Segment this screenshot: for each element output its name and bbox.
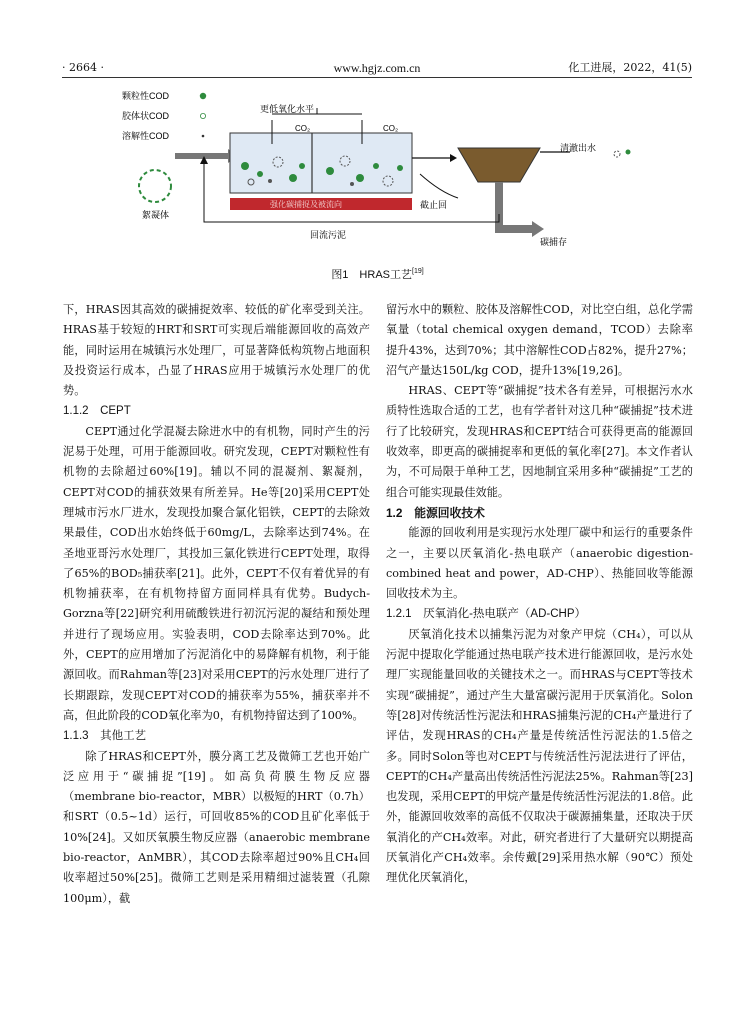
caption-ref[interactable]: [19] (412, 268, 424, 275)
oxidation-level-label: 更低氧化水平 (260, 104, 315, 114)
page-number: · 2664 · (62, 61, 104, 74)
return-sludge-label: 回流污泥 (310, 230, 347, 240)
hras-process-figure (120, 86, 640, 256)
right-paragraph-4: 厌氧消化技术以捕集污泥为对象产甲烷（CH₄），可以从污泥中提取化学能通过热电联产技术进行能源回收，是污水处理厂实现能量回收的关键技术之一。而HRAS与CEPT等技术实现“碳捕捉”，通过产生大量富碳污泥用于厌氧消化。Solon等[28]对传统活性污泥法和HRAS捕集污泥的CH₄产量进行了评估，发现HRAS的CH₄产量是传统活性污泥法的1.5倍之多。同时Solon等也对CEPT与传统活性污泥法进行了评估，CEPT的CH₄产量高出传统活性污泥法25%。Rahman等[23]也发现，采用CEPT的甲烷产量是传统活性污泥法的1.8倍。此外，能源回收效率的高低不仅取决于碳源捕集量，还取决于厌氧消化的产CH₄效率。对此，研究者进行了大量研究以期提高厌氧消化产CH₄效率。余传戴[29]采用热水解（90℃）预处理优化厌氧消化， (386, 627, 693, 885)
section-heading-adchp: 1.2.1 厌氧消化-热电联产（AD-CHP） (386, 608, 586, 621)
floc-icon (139, 170, 171, 202)
particulate-cod-icon (200, 93, 206, 99)
legend-soluble-cod: 溶解性COD (122, 131, 169, 141)
right-paragraph-3: 能源的回收利用是实现污水处理厂碳中和运行的重要条件之一，主要以厌氧消化-热电联产（anaerobic digestion-combined heat and power，AD-CHP）、热能回收等能源回收技术为主。 (386, 526, 693, 601)
sludge-out-label: 碳捕存 (540, 237, 568, 247)
aeration-tank (230, 133, 412, 193)
figure-caption: 图1 HRAS工艺[19] (331, 268, 424, 281)
left-paragraph-2: CEPT通过化学混凝去除进水中的有机物，同时产生的污泥易于处理，可用于能源回收。研究发现，CEPT对颗粒性有机物的去除超过60%[19]。辅以不同的混凝剂、絮凝剂，CEPT对COD的捕获效果有所差异。He等[20]采用CEPT处理城市污水厂进水，发现投加聚合氯化铝铁，CEPT的去除效果最佳，COD出水始终低于60mg/L，去除率达到74%。在圣地亚哥污水处理厂，其投加三氯化铁进行CEPT处理，取得了65%的BOD₅捕获率[21]。此外，CEPT不仅有着优异的有机物捕获率，在有机物持留方面同样具有优势。Budych-Gorzna等[22]研究利用硫酸铁进行初沉污泥的凝结和预处理并进行了现场应用。实验表明，COD去除率达到70%。此外，CEPT的应用增加了污泥消化中的易降解有机物，利于能源回收。而Rahman等[23]对采用CEPT的污水处理厂进行了长期跟踪，发现CEPT对COD的捕获率为55%，捕获率并不高，但此阶段的COD氧化率为0，有机物持留达到了100%。 (63, 424, 370, 722)
legend-particulate-cod: 颗粒性COD (122, 91, 169, 101)
legend-colloidal-cod: 胶体状COD (122, 111, 169, 121)
left-column (63, 300, 370, 909)
section-heading-other: 1.1.3 其他工艺 (63, 730, 147, 743)
co2-label-2: CO₂ (383, 124, 399, 133)
left-paragraph-3: 除了HRAS和CEPT外，膜分离工艺及微筛工艺也开始广泛应用于“碳捕捉”[19]。如高负荷膜生物反应器（membrane bio-reactor，MBR）以极短的HRT（0.7h）和SRT（0.5~1d）运行，可回收85%的COD且矿化率低于10%[24]。又如厌氧膜生物反应器（anaerobic membrane bio-reactor，AnMBR），其COD去除率超过90%且CH₄回收率超过50%[25]。微筛工艺则是采用精细过滤装置（孔隙100μm），截 (63, 749, 370, 905)
enhanced-capture-label: 强化碳捕捉及被流向 (270, 200, 342, 209)
section-heading-cept: 1.1.2 CEPT (63, 405, 131, 418)
clarifier-icon (458, 148, 540, 182)
journal-citation: 化工进展，2022，41(5) (568, 61, 692, 74)
right-paragraph-2: HRAS、CEPT等“碳捕捉”技术各有差异，可根据污水水质特性选取合适的工艺，也有学者针对这几种“碳捕捉”技术进行了比较研究，发现HRAS和CEPT结合可获得更高的能源回收效率，即更高的碳捕捉率和更低的氧化率[27]。本文作者认为，不可局限于单种工艺，因地制宜采用多种“碳捕捉”工艺的组合可能实现最佳效能。 (386, 384, 693, 499)
right-column (386, 300, 693, 889)
floc-label: 絮凝体 (142, 210, 170, 220)
colloidal-cod-icon (200, 113, 205, 118)
header-rule (62, 77, 692, 78)
section-heading-energy: 1.2 能源回收技术 (386, 505, 485, 520)
effluent-label: 清澈出水 (560, 143, 597, 153)
running-header (62, 60, 692, 76)
co2-label-1: CO₂ (295, 124, 311, 133)
left-paragraph-1: 下，HRAS因其高效的碳捕捉效率、较低的矿化率受到关注。HRAS基于较短的HRT和SRT可实现后端能源回收的高效产能，同时运用在城镇污水处理厂，可显著降低构筑物占地面积及投资运行成本，凸显了HRAS应用于城镇污水处理厂的优势。 (63, 303, 370, 398)
right-paragraph-1: 留污水中的颗粒、胶体及溶解性COD，对比空白组，总化学需氧量（total chemical oxygen demand，TCOD）去除率提升43%，达到70%；其中溶解性COD占82%，提升27%；沼气产量达150L/kg COD，提升13%[19,26]。 (386, 303, 693, 377)
reflux-label: 截止回 (420, 200, 448, 210)
journal-url[interactable]: www.hgjz.com.cn (333, 61, 421, 75)
soluble-cod-icon (202, 135, 205, 138)
